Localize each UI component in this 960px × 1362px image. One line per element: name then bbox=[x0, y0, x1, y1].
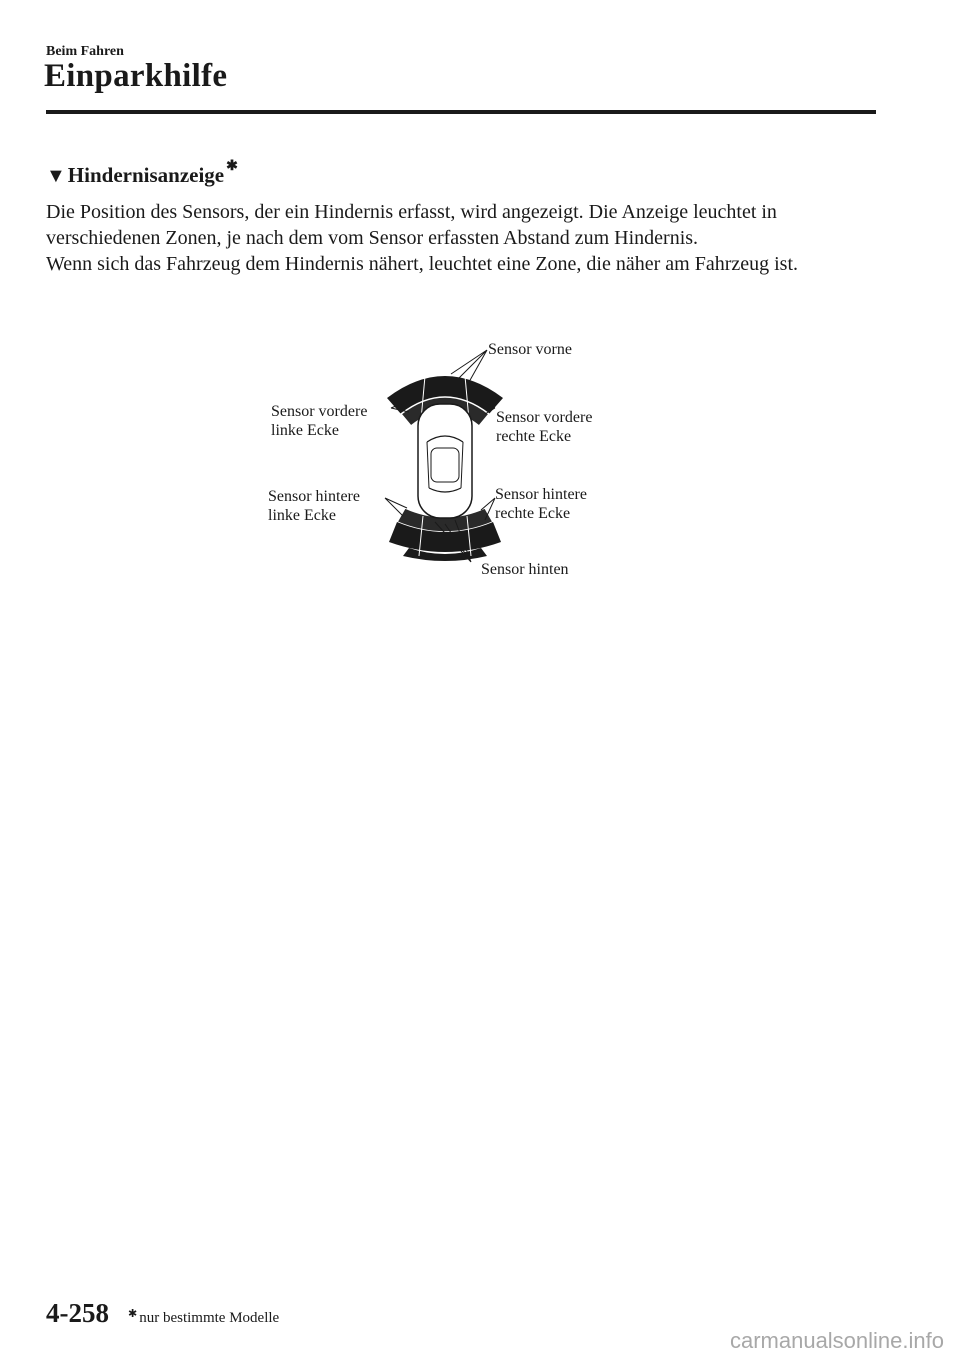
asterisk-footnote-icon: ✱ bbox=[128, 1308, 138, 1320]
subsection-heading bbox=[46, 158, 238, 188]
label-sensor-rear: Sensor hinten bbox=[481, 561, 569, 578]
subsection-title: Hindernisanzeige bbox=[67, 163, 225, 187]
paragraph-1: Die Position des Sensors, der ein Hindernis erfasst, wird angezeigt. Die Anzeige leuchtet in verschiedenen Zonen, je nach dem vom Sensor erfassten Abstand zum Hindernis. bbox=[46, 201, 777, 249]
label-front-right-line1: Sensor vordere bbox=[496, 409, 593, 426]
body-text bbox=[46, 199, 886, 277]
page-number: 4-258 bbox=[46, 1298, 109, 1328]
label-front-right-corner bbox=[496, 408, 592, 446]
label-rear-right-line1: Sensor hintere bbox=[495, 486, 587, 503]
asterisk-footnote-icon: ✱ bbox=[226, 159, 238, 174]
footnote-text: nur bestimmte Modelle bbox=[139, 1310, 280, 1326]
car-body bbox=[418, 404, 472, 518]
label-sensor-front: Sensor vorne bbox=[488, 341, 572, 358]
label-rear-left-line2: linke Ecke bbox=[268, 507, 336, 524]
page-title: Einparkhilfe bbox=[44, 58, 228, 94]
footnote bbox=[128, 1307, 279, 1327]
label-rear-right-corner bbox=[495, 485, 587, 523]
label-rear-left-line1: Sensor hintere bbox=[268, 488, 360, 505]
car-sensor-illustration bbox=[255, 330, 635, 590]
label-front-left-line1: Sensor vordere bbox=[271, 403, 368, 420]
paragraph-2: Wenn sich das Fahrzeug dem Hindernis nähert, leuchtet eine Zone, die näher am Fahrzeug ist. bbox=[46, 253, 799, 275]
label-front-left-line2: linke Ecke bbox=[271, 422, 339, 439]
parking-sensor-diagram bbox=[255, 330, 635, 590]
label-rear-left-corner bbox=[268, 487, 360, 525]
watermark: carmanualsonline.info bbox=[729, 1328, 944, 1353]
triangle-down-icon: ▼ bbox=[46, 165, 66, 187]
label-front-right-line2: rechte Ecke bbox=[496, 428, 572, 445]
label-front-left-corner bbox=[271, 402, 367, 440]
title-divider bbox=[46, 110, 876, 114]
chapter-label: Beim Fahren bbox=[46, 44, 124, 59]
label-rear-right-line2: rechte Ecke bbox=[495, 505, 571, 522]
